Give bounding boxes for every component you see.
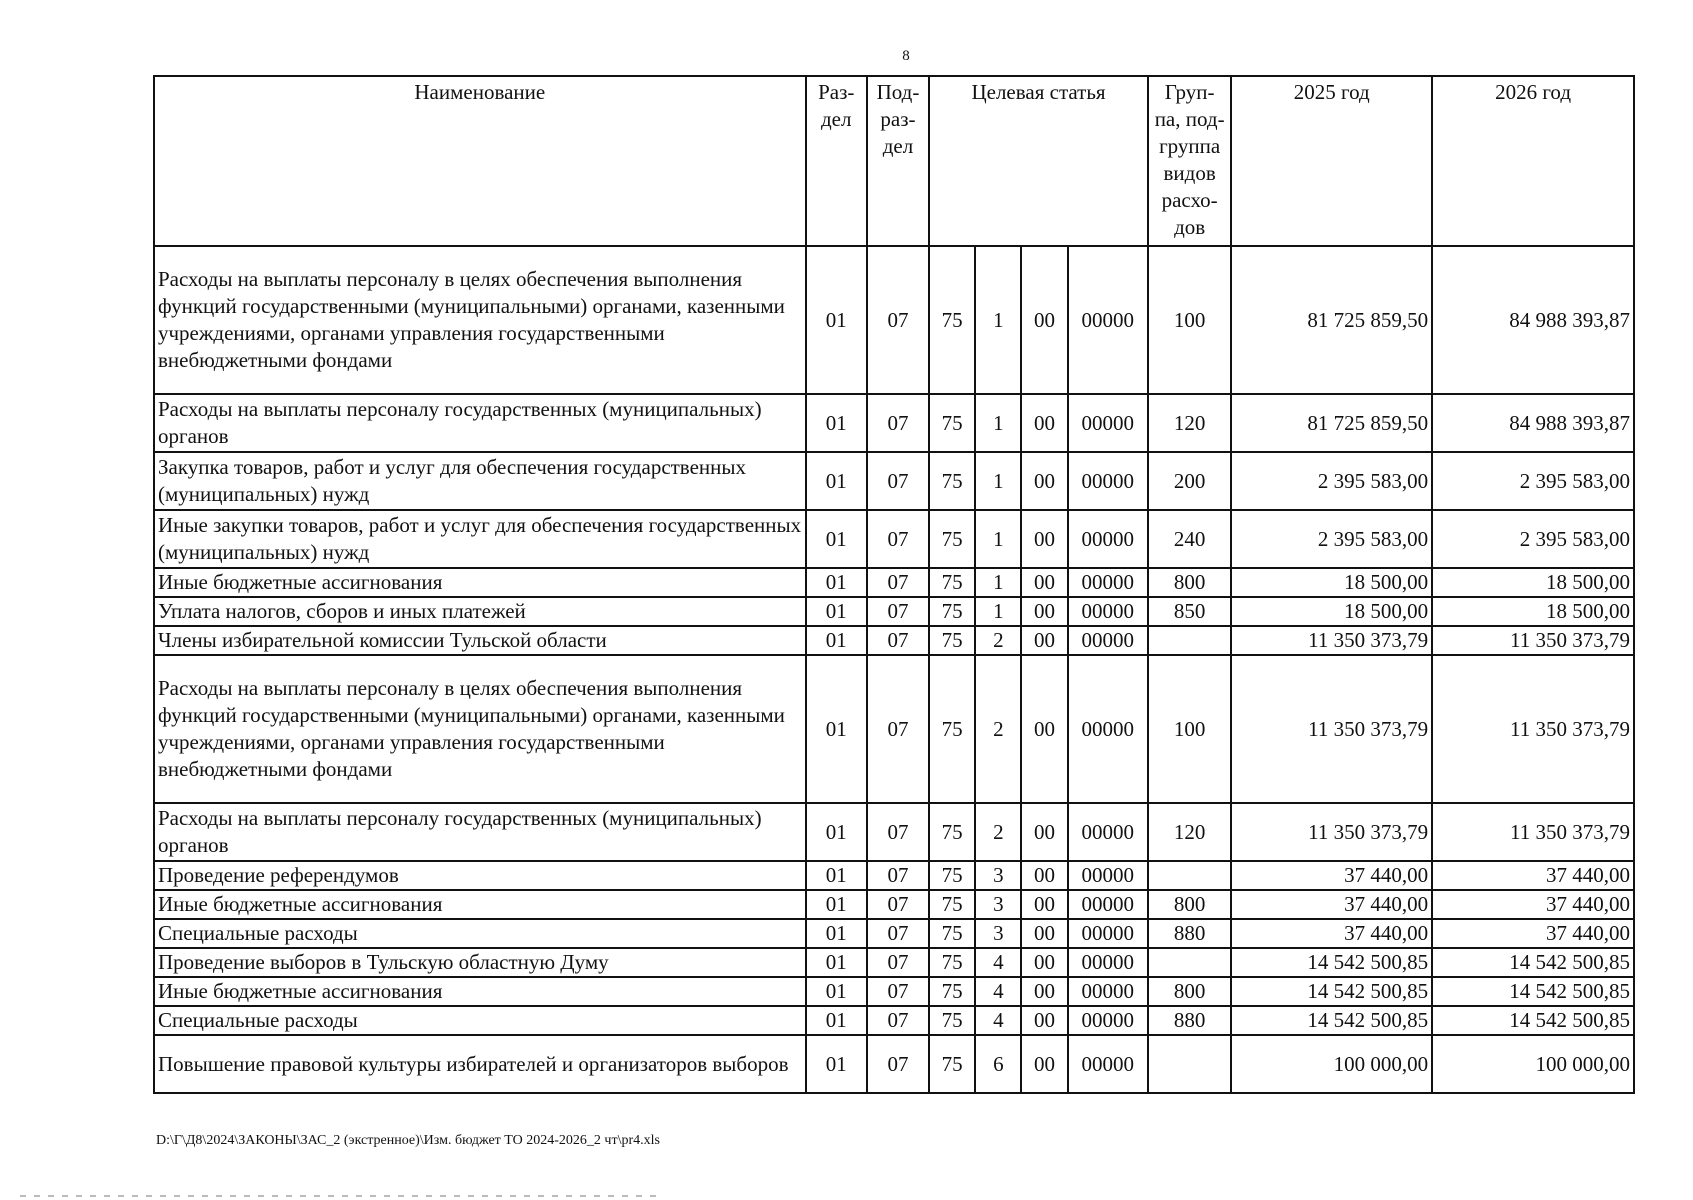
cell-name: Проведение выборов в Тульскую областную Думу bbox=[154, 948, 806, 977]
cell-group: 850 bbox=[1148, 597, 1231, 626]
cell-t4: 00000 bbox=[1068, 452, 1148, 510]
cell-t3: 00 bbox=[1021, 948, 1067, 977]
cell-t2: 1 bbox=[975, 246, 1021, 394]
cell-y2025: 37 440,00 bbox=[1231, 890, 1432, 919]
cell-y2026: 37 440,00 bbox=[1432, 919, 1634, 948]
cell-podrazdel: 07 bbox=[867, 452, 929, 510]
cell-t1: 75 bbox=[929, 861, 975, 890]
cell-t3: 00 bbox=[1021, 655, 1067, 803]
cell-name: Члены избирательной комиссии Тульской области bbox=[154, 626, 806, 655]
table-row bbox=[154, 510, 1634, 568]
cell-group: 800 bbox=[1148, 977, 1231, 1006]
cell-t1: 75 bbox=[929, 890, 975, 919]
cell-t1: 75 bbox=[929, 948, 975, 977]
cell-t2: 4 bbox=[975, 1006, 1021, 1035]
cell-name: Расходы на выплаты персоналу в целях обеспечения выполнения функций государственными (муниципальными) органами, казенными учреждениями, органами управления государственными внебюджетными фондами bbox=[154, 655, 806, 803]
cell-razdel: 01 bbox=[806, 861, 867, 890]
table-row bbox=[154, 452, 1634, 510]
cell-t4: 00000 bbox=[1068, 919, 1148, 948]
table-row bbox=[154, 394, 1634, 452]
cell-group: 880 bbox=[1148, 1006, 1231, 1035]
header-target: Целевая статья bbox=[929, 76, 1148, 246]
cell-t3: 00 bbox=[1021, 626, 1067, 655]
table-row bbox=[154, 568, 1634, 597]
cell-name: Повышение правовой культуры избирателей и организаторов выборов bbox=[154, 1035, 806, 1093]
cell-y2025: 2 395 583,00 bbox=[1231, 510, 1432, 568]
cell-razdel: 01 bbox=[806, 655, 867, 803]
cell-podrazdel: 07 bbox=[867, 626, 929, 655]
cell-podrazdel: 07 bbox=[867, 948, 929, 977]
scan-artifact bbox=[20, 1195, 660, 1197]
cell-group: 100 bbox=[1148, 246, 1231, 394]
cell-t4: 00000 bbox=[1068, 1035, 1148, 1093]
cell-t1: 75 bbox=[929, 510, 975, 568]
budget-table bbox=[153, 75, 1635, 1094]
cell-t3: 00 bbox=[1021, 394, 1067, 452]
cell-y2025: 14 542 500,85 bbox=[1231, 977, 1432, 1006]
cell-podrazdel: 07 bbox=[867, 510, 929, 568]
cell-name: Иные бюджетные ассигнования bbox=[154, 568, 806, 597]
cell-y2025: 18 500,00 bbox=[1231, 568, 1432, 597]
cell-t3: 00 bbox=[1021, 246, 1067, 394]
cell-t1: 75 bbox=[929, 919, 975, 948]
cell-razdel: 01 bbox=[806, 919, 867, 948]
cell-t4: 00000 bbox=[1068, 510, 1148, 568]
cell-razdel: 01 bbox=[806, 568, 867, 597]
cell-y2026: 14 542 500,85 bbox=[1432, 1006, 1634, 1035]
cell-podrazdel: 07 bbox=[867, 1035, 929, 1093]
cell-t2: 2 bbox=[975, 655, 1021, 803]
cell-group: 800 bbox=[1148, 568, 1231, 597]
cell-group: 200 bbox=[1148, 452, 1231, 510]
cell-razdel: 01 bbox=[806, 452, 867, 510]
cell-t4: 00000 bbox=[1068, 977, 1148, 1006]
cell-t4: 00000 bbox=[1068, 246, 1148, 394]
cell-y2025: 14 542 500,85 bbox=[1231, 948, 1432, 977]
cell-y2026: 11 350 373,79 bbox=[1432, 803, 1634, 861]
cell-t4: 00000 bbox=[1068, 568, 1148, 597]
page-number: 8 bbox=[902, 48, 910, 64]
cell-t2: 4 bbox=[975, 948, 1021, 977]
cell-y2025: 100 000,00 bbox=[1231, 1035, 1432, 1093]
cell-y2026: 2 395 583,00 bbox=[1432, 510, 1634, 568]
cell-razdel: 01 bbox=[806, 803, 867, 861]
cell-group: 240 bbox=[1148, 510, 1231, 568]
cell-podrazdel: 07 bbox=[867, 919, 929, 948]
cell-podrazdel: 07 bbox=[867, 1006, 929, 1035]
header-name: Наименование bbox=[154, 76, 806, 246]
table-row bbox=[154, 803, 1634, 861]
cell-podrazdel: 07 bbox=[867, 977, 929, 1006]
cell-razdel: 01 bbox=[806, 1006, 867, 1035]
cell-group bbox=[1148, 1035, 1231, 1093]
cell-y2026: 18 500,00 bbox=[1432, 568, 1634, 597]
cell-podrazdel: 07 bbox=[867, 890, 929, 919]
cell-podrazdel: 07 bbox=[867, 597, 929, 626]
cell-y2026: 37 440,00 bbox=[1432, 890, 1634, 919]
cell-name: Уплата налогов, сборов и иных платежей bbox=[154, 597, 806, 626]
cell-y2025: 37 440,00 bbox=[1231, 861, 1432, 890]
cell-t1: 75 bbox=[929, 568, 975, 597]
cell-y2026: 18 500,00 bbox=[1432, 597, 1634, 626]
cell-group bbox=[1148, 948, 1231, 977]
cell-y2026: 2 395 583,00 bbox=[1432, 452, 1634, 510]
cell-group: 800 bbox=[1148, 890, 1231, 919]
cell-t2: 3 bbox=[975, 861, 1021, 890]
cell-t2: 4 bbox=[975, 977, 1021, 1006]
cell-y2026: 14 542 500,85 bbox=[1432, 948, 1634, 977]
cell-razdel: 01 bbox=[806, 626, 867, 655]
cell-t1: 75 bbox=[929, 803, 975, 861]
cell-t1: 75 bbox=[929, 1035, 975, 1093]
cell-y2025: 14 542 500,85 bbox=[1231, 1006, 1432, 1035]
cell-t1: 75 bbox=[929, 1006, 975, 1035]
cell-razdel: 01 bbox=[806, 246, 867, 394]
cell-t1: 75 bbox=[929, 597, 975, 626]
cell-razdel: 01 bbox=[806, 394, 867, 452]
cell-t2: 1 bbox=[975, 568, 1021, 597]
cell-t1: 75 bbox=[929, 452, 975, 510]
cell-t3: 00 bbox=[1021, 861, 1067, 890]
cell-y2026: 84 988 393,87 bbox=[1432, 394, 1634, 452]
cell-group: 120 bbox=[1148, 394, 1231, 452]
cell-y2025: 2 395 583,00 bbox=[1231, 452, 1432, 510]
cell-t2: 2 bbox=[975, 803, 1021, 861]
cell-y2026: 11 350 373,79 bbox=[1432, 626, 1634, 655]
table-row bbox=[154, 1035, 1634, 1093]
cell-t4: 00000 bbox=[1068, 890, 1148, 919]
cell-group: 100 bbox=[1148, 655, 1231, 803]
cell-podrazdel: 07 bbox=[867, 394, 929, 452]
header-2026: 2026 год bbox=[1432, 76, 1634, 246]
cell-name: Расходы на выплаты персоналу государственных (муниципальных) органов bbox=[154, 394, 806, 452]
table-row bbox=[154, 919, 1634, 948]
cell-t3: 00 bbox=[1021, 597, 1067, 626]
cell-t4: 00000 bbox=[1068, 655, 1148, 803]
header-podrazdel: Под- раз- дел bbox=[867, 76, 929, 246]
table-row bbox=[154, 948, 1634, 977]
cell-t4: 00000 bbox=[1068, 597, 1148, 626]
cell-y2026: 37 440,00 bbox=[1432, 861, 1634, 890]
cell-group: 880 bbox=[1148, 919, 1231, 948]
cell-t1: 75 bbox=[929, 626, 975, 655]
cell-t3: 00 bbox=[1021, 803, 1067, 861]
cell-razdel: 01 bbox=[806, 510, 867, 568]
cell-y2026: 100 000,00 bbox=[1432, 1035, 1634, 1093]
cell-razdel: 01 bbox=[806, 597, 867, 626]
header-razdel: Раз- дел bbox=[806, 76, 867, 246]
cell-podrazdel: 07 bbox=[867, 655, 929, 803]
cell-name: Проведение референдумов bbox=[154, 861, 806, 890]
cell-name: Расходы на выплаты персоналу государственных (муниципальных) органов bbox=[154, 803, 806, 861]
cell-t4: 00000 bbox=[1068, 803, 1148, 861]
cell-t4: 00000 bbox=[1068, 626, 1148, 655]
header-group: Груп- па, под- группа видов расхо- дов bbox=[1148, 76, 1231, 246]
cell-t2: 2 bbox=[975, 626, 1021, 655]
table-row bbox=[154, 977, 1634, 1006]
cell-t4: 00000 bbox=[1068, 394, 1148, 452]
table-body bbox=[154, 246, 1634, 1093]
cell-razdel: 01 bbox=[806, 890, 867, 919]
cell-y2026: 14 542 500,85 bbox=[1432, 977, 1634, 1006]
cell-t4: 00000 bbox=[1068, 948, 1148, 977]
cell-t1: 75 bbox=[929, 246, 975, 394]
cell-y2026: 84 988 393,87 bbox=[1432, 246, 1634, 394]
cell-y2025: 81 725 859,50 bbox=[1231, 246, 1432, 394]
cell-razdel: 01 bbox=[806, 977, 867, 1006]
table-row bbox=[154, 597, 1634, 626]
cell-name: Иные закупки товаров, работ и услуг для обеспечения государственных (муниципальных) нужд bbox=[154, 510, 806, 568]
cell-y2025: 11 350 373,79 bbox=[1231, 626, 1432, 655]
cell-name: Расходы на выплаты персоналу в целях обеспечения выполнения функций государственными (муниципальными) органами, казенными учреждениями, органами управления государственными внебюджетными фондами bbox=[154, 246, 806, 394]
cell-t2: 6 bbox=[975, 1035, 1021, 1093]
cell-group: 120 bbox=[1148, 803, 1231, 861]
cell-y2025: 11 350 373,79 bbox=[1231, 655, 1432, 803]
header-2025: 2025 год bbox=[1231, 76, 1432, 246]
cell-t1: 75 bbox=[929, 655, 975, 803]
cell-t4: 00000 bbox=[1068, 1006, 1148, 1035]
cell-t3: 00 bbox=[1021, 568, 1067, 597]
cell-name: Закупка товаров, работ и услуг для обеспечения государственных (муниципальных) нужд bbox=[154, 452, 806, 510]
cell-t3: 00 bbox=[1021, 919, 1067, 948]
cell-podrazdel: 07 bbox=[867, 861, 929, 890]
file-path-footer: D:\Г\Д8\2024\ЗАКОНЫ\ЗАС_2 (экстренное)\Изм. бюджет ТО 2024-2026_2 чт\pr4.xls bbox=[156, 1133, 660, 1148]
cell-t2: 3 bbox=[975, 890, 1021, 919]
cell-t3: 00 bbox=[1021, 1035, 1067, 1093]
cell-t2: 3 bbox=[975, 919, 1021, 948]
cell-name: Иные бюджетные ассигнования bbox=[154, 890, 806, 919]
cell-y2025: 11 350 373,79 bbox=[1231, 803, 1432, 861]
cell-t2: 1 bbox=[975, 597, 1021, 626]
cell-t2: 1 bbox=[975, 394, 1021, 452]
cell-t1: 75 bbox=[929, 977, 975, 1006]
cell-t3: 00 bbox=[1021, 1006, 1067, 1035]
cell-y2025: 81 725 859,50 bbox=[1231, 394, 1432, 452]
cell-t3: 00 bbox=[1021, 452, 1067, 510]
table-row bbox=[154, 861, 1634, 890]
cell-name: Иные бюджетные ассигнования bbox=[154, 977, 806, 1006]
table-row bbox=[154, 246, 1634, 394]
header-row bbox=[154, 76, 1634, 246]
cell-group bbox=[1148, 626, 1231, 655]
cell-t2: 1 bbox=[975, 452, 1021, 510]
cell-podrazdel: 07 bbox=[867, 803, 929, 861]
cell-razdel: 01 bbox=[806, 948, 867, 977]
cell-t3: 00 bbox=[1021, 510, 1067, 568]
cell-name: Специальные расходы bbox=[154, 1006, 806, 1035]
cell-podrazdel: 07 bbox=[867, 568, 929, 597]
cell-t4: 00000 bbox=[1068, 861, 1148, 890]
cell-y2026: 11 350 373,79 bbox=[1432, 655, 1634, 803]
cell-name: Специальные расходы bbox=[154, 919, 806, 948]
cell-razdel: 01 bbox=[806, 1035, 867, 1093]
table-row bbox=[154, 890, 1634, 919]
cell-t3: 00 bbox=[1021, 977, 1067, 1006]
table-row bbox=[154, 1006, 1634, 1035]
cell-t1: 75 bbox=[929, 394, 975, 452]
cell-t2: 1 bbox=[975, 510, 1021, 568]
table-row bbox=[154, 655, 1634, 803]
table-row bbox=[154, 626, 1634, 655]
cell-podrazdel: 07 bbox=[867, 246, 929, 394]
cell-t3: 00 bbox=[1021, 890, 1067, 919]
cell-group bbox=[1148, 861, 1231, 890]
cell-y2025: 37 440,00 bbox=[1231, 919, 1432, 948]
cell-y2025: 18 500,00 bbox=[1231, 597, 1432, 626]
